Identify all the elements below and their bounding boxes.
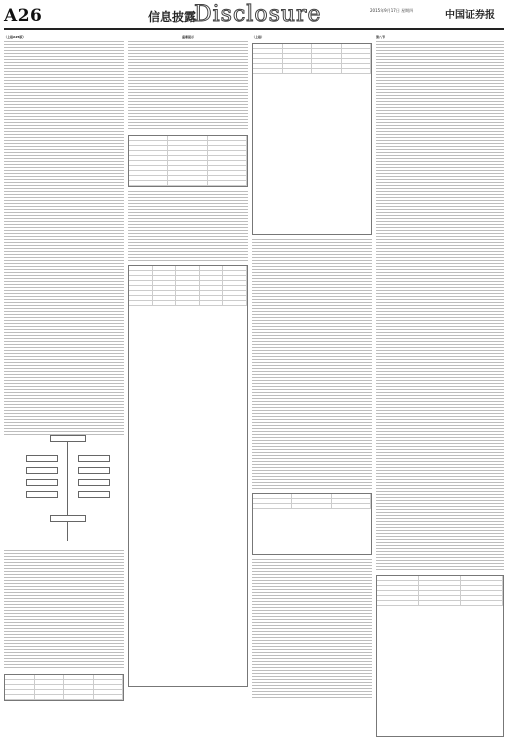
article-column-3 (252, 33, 372, 744)
data-table (376, 575, 504, 737)
org-box (78, 479, 110, 486)
org-box (26, 467, 58, 474)
data-table (4, 674, 124, 701)
org-box (50, 435, 86, 442)
column-heading: 第八节 (376, 35, 386, 39)
article-column-4 (376, 33, 504, 744)
column-heading: 重要提示 (181, 35, 194, 39)
newspaper-masthead: 中国证券报 (445, 10, 495, 21)
org-box (26, 479, 58, 486)
org-box (78, 455, 110, 462)
org-connector (67, 441, 68, 541)
header-rule (4, 28, 504, 30)
body-text-block (252, 239, 372, 489)
article-column-2 (128, 33, 248, 744)
section-title-en: Disclosure (194, 2, 322, 27)
data-table (252, 43, 372, 235)
org-box (50, 515, 86, 522)
body-text-block (4, 550, 124, 670)
issue-date: 2015年9月17日 星期四 (370, 8, 414, 13)
body-text-block (128, 191, 248, 261)
column-heading: （上接） (252, 35, 265, 39)
org-box (26, 455, 58, 462)
data-table (128, 135, 248, 187)
body-text-block (128, 41, 248, 131)
data-table (128, 265, 248, 687)
data-table (252, 493, 372, 555)
org-box (78, 467, 110, 474)
column-heading: （上接A25版） (4, 35, 26, 39)
org-chart-diagram (26, 435, 108, 545)
body-text-block (376, 41, 504, 571)
org-box (78, 491, 110, 498)
article-column-1-lower (4, 550, 124, 744)
org-box (26, 491, 58, 498)
page-header (0, 0, 508, 30)
section-title-cn: 信息披露 (148, 10, 197, 24)
body-text-block (4, 41, 124, 436)
page-number: A26 (4, 6, 43, 26)
body-text-block (252, 559, 372, 699)
